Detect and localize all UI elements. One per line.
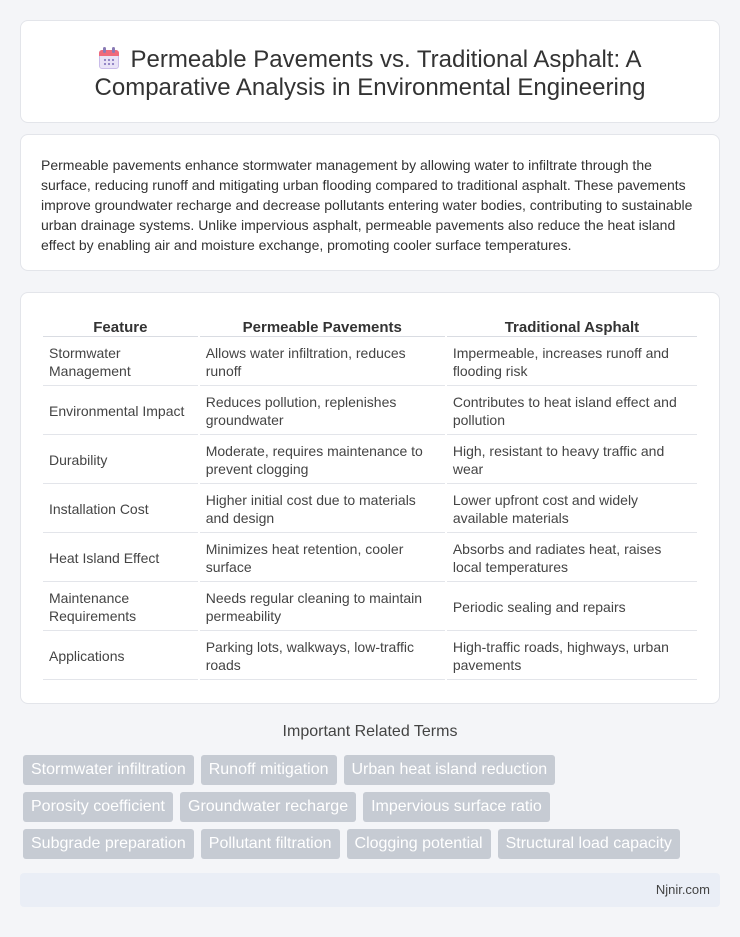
table-row xyxy=(43,535,697,582)
term-tag[interactable]: Subgrade preparation xyxy=(23,829,194,859)
cell-permeable: Allows water infiltration, reduces runoff xyxy=(200,339,445,386)
term-tag[interactable]: Pollutant filtration xyxy=(201,829,340,859)
cell-asphalt: Absorbs and radiates heat, raises local temperatures xyxy=(447,535,697,582)
term-tag[interactable]: Structural load capacity xyxy=(498,829,680,859)
header-asphalt: Traditional Asphalt xyxy=(447,315,697,337)
cell-feature: Maintenance Requirements xyxy=(43,584,198,631)
table-row xyxy=(43,339,697,386)
cell-permeable: Minimizes heat retention, cooler surface xyxy=(200,535,445,582)
term-row xyxy=(23,792,723,822)
related-terms xyxy=(23,755,723,866)
cell-feature: Installation Cost xyxy=(43,486,198,533)
term-tag[interactable]: Porosity coefficient xyxy=(23,792,173,822)
header-permeable: Permeable Pavements xyxy=(200,315,445,337)
table-row xyxy=(43,584,697,631)
term-tag[interactable]: Stormwater infiltration xyxy=(23,755,194,785)
cell-asphalt: High-traffic roads, highways, urban pavements xyxy=(447,633,697,680)
term-tag[interactable]: Impervious surface ratio xyxy=(363,792,550,822)
term-row xyxy=(23,829,723,859)
header-feature: Feature xyxy=(43,315,198,337)
comparison-table-card xyxy=(20,292,720,704)
cell-feature: Durability xyxy=(43,437,198,484)
cell-permeable: Needs regular cleaning to maintain permeability xyxy=(200,584,445,631)
footer xyxy=(20,873,720,907)
table-row xyxy=(43,388,697,435)
title-card xyxy=(20,20,720,123)
cell-asphalt: Periodic sealing and repairs xyxy=(447,584,697,631)
cell-permeable: Reduces pollution, replenishes groundwater xyxy=(200,388,445,435)
cell-feature: Heat Island Effect xyxy=(43,535,198,582)
intro-paragraph: Permeable pavements enhance stormwater management by allowing water to infiltrate through the surface, reducing runoff and mitigating urban flooding compared to traditional asphalt. These pavements improve groundwater recharge and decrease pollutants entering water bodies, contributing to sustainable urban drainage systems. Unlike impervious asphalt, permeable pavements also reduce the heat island effect by enabling air and moisture exchange, promoting cooler surface temperatures. xyxy=(41,157,693,253)
page-title-text: Permeable Pavements vs. Traditional Asphalt: A Comparative Analysis in Environmental Engineering xyxy=(94,46,646,101)
footer-site-link[interactable]: Njnir.com xyxy=(655,882,710,897)
table-row xyxy=(43,437,697,484)
term-tag[interactable]: Groundwater recharge xyxy=(180,792,356,822)
calendar-icon xyxy=(99,47,119,69)
term-tag[interactable]: Clogging potential xyxy=(347,829,491,859)
cell-asphalt: High, resistant to heavy traffic and wear xyxy=(447,437,697,484)
cell-permeable: Higher initial cost due to materials and design xyxy=(200,486,445,533)
intro-card xyxy=(20,134,720,271)
comparison-table xyxy=(41,313,699,682)
cell-feature: Stormwater Management xyxy=(43,339,198,386)
cell-permeable: Moderate, requires maintenance to prevent clogging xyxy=(200,437,445,484)
term-tag[interactable]: Runoff mitigation xyxy=(201,755,337,785)
table-row xyxy=(43,633,697,680)
cell-asphalt: Contributes to heat island effect and pollution xyxy=(447,388,697,435)
cell-asphalt: Impermeable, increases runoff and flooding risk xyxy=(447,339,697,386)
term-row xyxy=(23,755,723,785)
related-terms-title: Important Related Terms xyxy=(282,723,458,740)
cell-feature: Applications xyxy=(43,633,198,680)
cell-asphalt: Lower upfront cost and widely available materials xyxy=(447,486,697,533)
cell-feature: Environmental Impact xyxy=(43,388,198,435)
cell-permeable: Parking lots, walkways, low-traffic roads xyxy=(200,633,445,680)
table-header-row xyxy=(43,315,697,337)
page-title xyxy=(21,21,719,102)
term-tag[interactable]: Urban heat island reduction xyxy=(344,755,556,785)
table-row xyxy=(43,486,697,533)
